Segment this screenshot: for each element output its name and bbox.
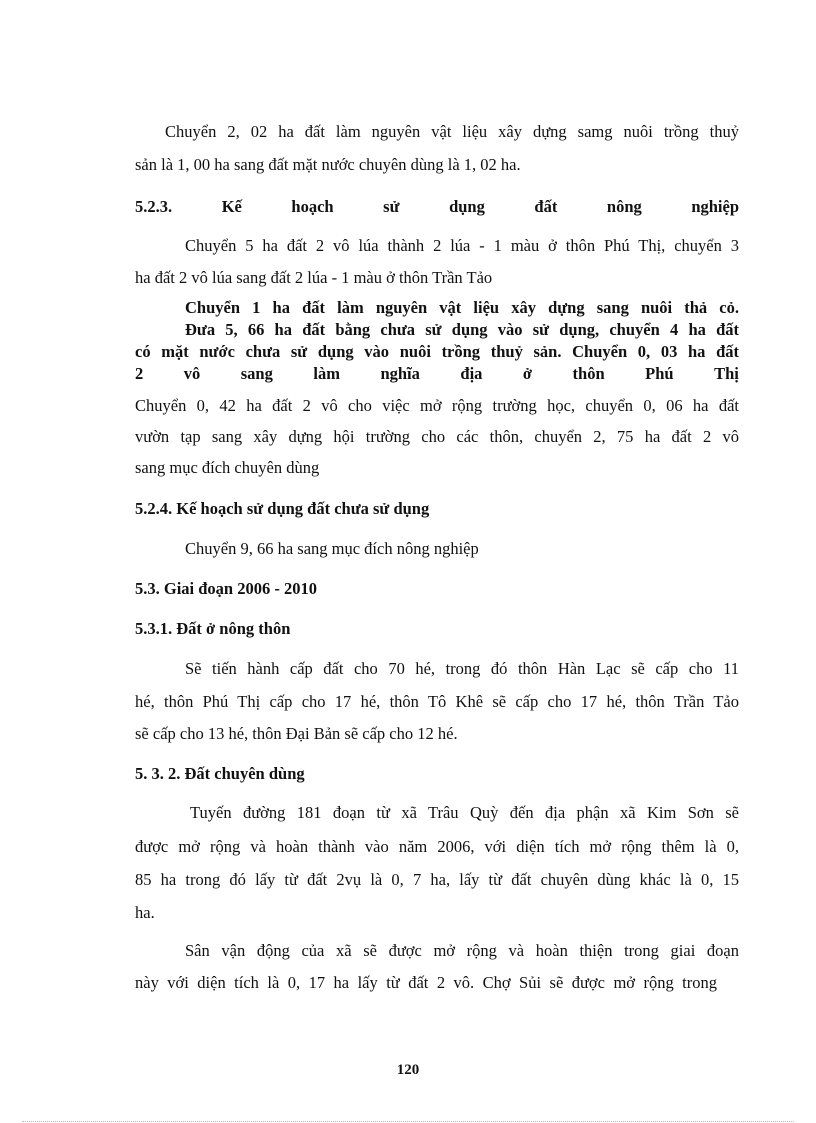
bold-paragraph-line	[135, 364, 739, 384]
heading-word: nông	[606, 197, 642, 216]
paragraph-line: ha.	[135, 903, 155, 922]
word: 2	[135, 364, 144, 383]
bold-paragraph-line: Chuyển 1 ha đất làm nguyên vật liệu xây dựng sang nuôi thả cỏ.	[185, 298, 739, 317]
word: Phú	[645, 364, 674, 383]
paragraph-line: sản là 1, 00 ha sang đất mặt nước chuyên dùng là 1, 02 ha.	[135, 155, 521, 174]
heading-word: dụng	[449, 197, 485, 216]
heading-word: nghiệp	[691, 197, 739, 216]
heading-5-3-2: 5. 3. 2. Đất chuyên dùng	[135, 764, 305, 783]
heading-word: sử	[383, 197, 400, 216]
paragraph-line: ha đất 2 vô lúa sang đất 2 lúa - 1 màu ở thôn Trần Tảo	[135, 268, 493, 287]
paragraph-line: sẽ cấp cho 13 hé, thôn Đại Bản sẽ cấp cho 12 hé.	[135, 724, 458, 743]
word: nghĩa	[380, 364, 420, 383]
word: Thị	[714, 364, 739, 383]
word: thôn	[572, 364, 605, 383]
heading-word: hoạch	[291, 197, 334, 216]
heading-5-2-4: 5.2.4. Kế hoạch sử dụng đất chưa sử dụng	[135, 499, 430, 518]
paragraph-line: được mở rộng và hoàn thành vào năm 2006, với diện tích mở rộng thêm là 0,	[135, 837, 739, 856]
word: ở	[522, 364, 533, 383]
paragraph-line: hé, thôn Phú Thị cấp cho 17 hé, thôn Tô Khê sẽ cấp cho 17 hé, thôn Trần Tảo	[135, 692, 739, 711]
paragraph-line: Chuyển 2, 02 ha đất làm nguyên vật liệu xây dựng samg nuôi trồng thuỷ	[165, 122, 739, 141]
paragraph-line: Sân vận động của xã sẽ được mở rộng và hoàn thiện trong giai đoạn	[185, 941, 739, 960]
paragraph-line: Chuyển 5 ha đất 2 vô lúa thành 2 lúa - 1 màu ở thôn Phú Thị, chuyển 3	[185, 236, 739, 255]
paragraph-line: Chuyển 9, 66 ha sang mục đích nông nghiệp	[185, 539, 479, 558]
paragraph-line: sang mục đích chuyên dùng	[135, 458, 320, 477]
heading-5-3-1: 5.3.1. Đất ở nông thôn	[135, 619, 291, 638]
word: sang	[240, 364, 273, 383]
bold-paragraph-line: Đưa 5, 66 ha đất bằng chưa sử dụng vào sử dụng, chuyển 4 ha đất	[185, 320, 739, 339]
paragraph-line: vườn tạp sang xây dựng hội trường cho các thôn, chuyển 2, 75 ha đất 2 vô	[135, 427, 739, 446]
heading-word: Kế	[221, 197, 242, 216]
paragraph-line: 85 ha trong đó lấy từ đất 2vụ là 0, 7 ha, lấy từ đất chuyên dùng khác là 0, 15	[135, 870, 739, 889]
paragraph-line: Tuyến đường 181 đoạn từ xã Trâu Quỳ đến địa phận xã Kim Sơn sẽ	[190, 803, 739, 822]
paragraph-line: này với diện tích là 0, 17 ha lấy từ đất 2 vô. Chợ Sủi sẽ được mở rộng trong	[135, 973, 717, 992]
heading-word: 5.2.3.	[135, 197, 173, 216]
word: vô	[183, 364, 201, 383]
word: làm	[313, 364, 340, 383]
page-edge-rule	[22, 1121, 794, 1122]
paragraph-line: Chuyển 0, 42 ha đất 2 vô cho việc mở rộng trường học, chuyển 0, 06 ha đất	[135, 396, 739, 415]
word: địa	[460, 364, 483, 383]
heading-word: đất	[534, 197, 558, 216]
paragraph-line: Sẽ tiến hành cấp đất cho 70 hé, trong đó thôn Hàn Lạc sẽ cấp cho 11	[185, 659, 739, 678]
heading-5-3: 5.3. Giai đoạn 2006 - 2010	[135, 579, 317, 598]
heading-5-2-3	[135, 197, 739, 217]
bold-paragraph-line: có mặt nước chưa sử dụng vào nuôi trồng thuỷ sản. Chuyển 0, 03 ha đất	[135, 342, 739, 361]
page-number: 120	[396, 1062, 420, 1074]
